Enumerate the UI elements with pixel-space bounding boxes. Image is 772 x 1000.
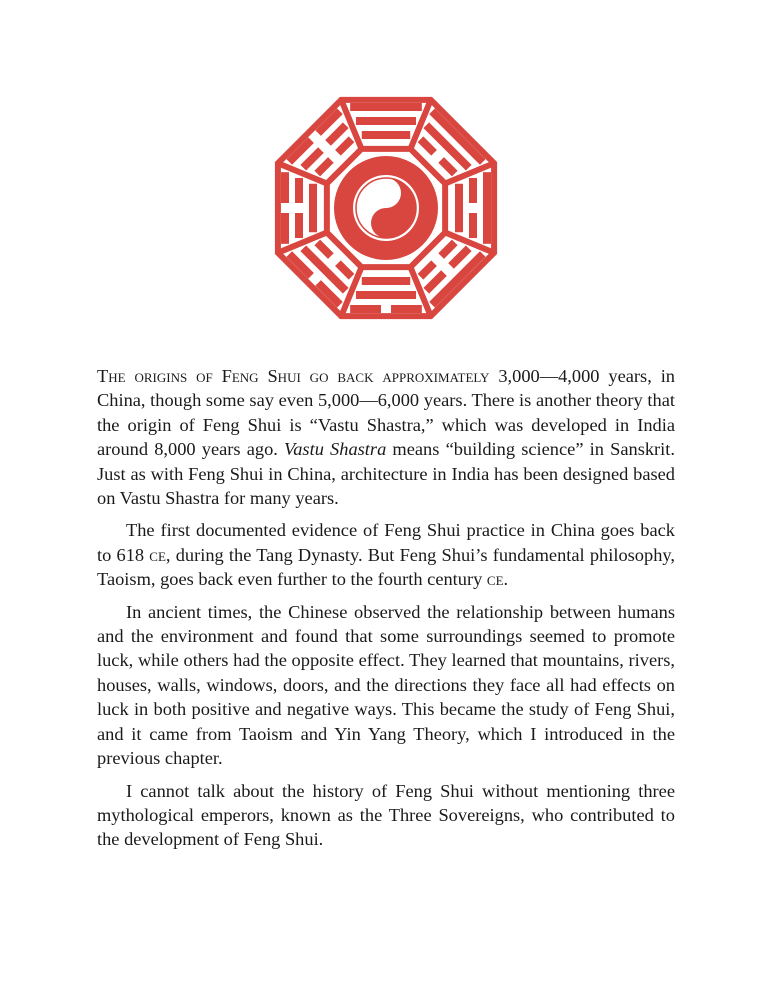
body-text <box>97 364 675 860</box>
paragraph-first-evidence: The first documented evidence of Feng Shui practice in China goes back to 618 ce, during the Tang Dynasty. But Feng Shui’s fundamental philosophy, Taoism, goes back even further to the fourth century ce. <box>97 520 675 590</box>
era-ce: ce <box>149 544 166 565</box>
paragraph-ancient-times: In ancient times, the Chinese observed the relationship between humans and the environment and found that some surroundings seemed to promote luck, while others had the opposite effect. They learned that mountains, rivers, houses, walls, windows, doors, and the directions they face all had effects on luck in both positive and negative ways. This became the study of Feng Shui, and it came from Taoism and Yin Yang Theory, which I introduced in the previous chapter. <box>97 601 675 769</box>
bagua-yin-yang-icon <box>266 88 506 328</box>
lead-small-caps: The origins of Feng Shui go back approximately <box>97 366 490 386</box>
paragraph-origins: The origins of Feng Shui go back approximately 3,000—4,000 years, in China, though some say even 5,000—6,000 years. There is another theory that the origin of Feng Shui is “Vastu Shastra,” which was developed in India around 8,000 years ago. Vastu Shastra means “building science” in Sanskrit. Just as with Feng Shui in China, architecture in India has been designed based on Vastu Shastra for many years. <box>97 366 675 509</box>
era-ce: ce <box>486 569 504 590</box>
vastu-shastra-italic: Vastu Shastra <box>284 439 387 460</box>
paragraph-three-sovereigns: I cannot talk about the history of Feng Shui without mentioning three mythological emperors, known as the Three Sovereigns, who contributed to the development of Feng Shui. <box>97 780 675 850</box>
